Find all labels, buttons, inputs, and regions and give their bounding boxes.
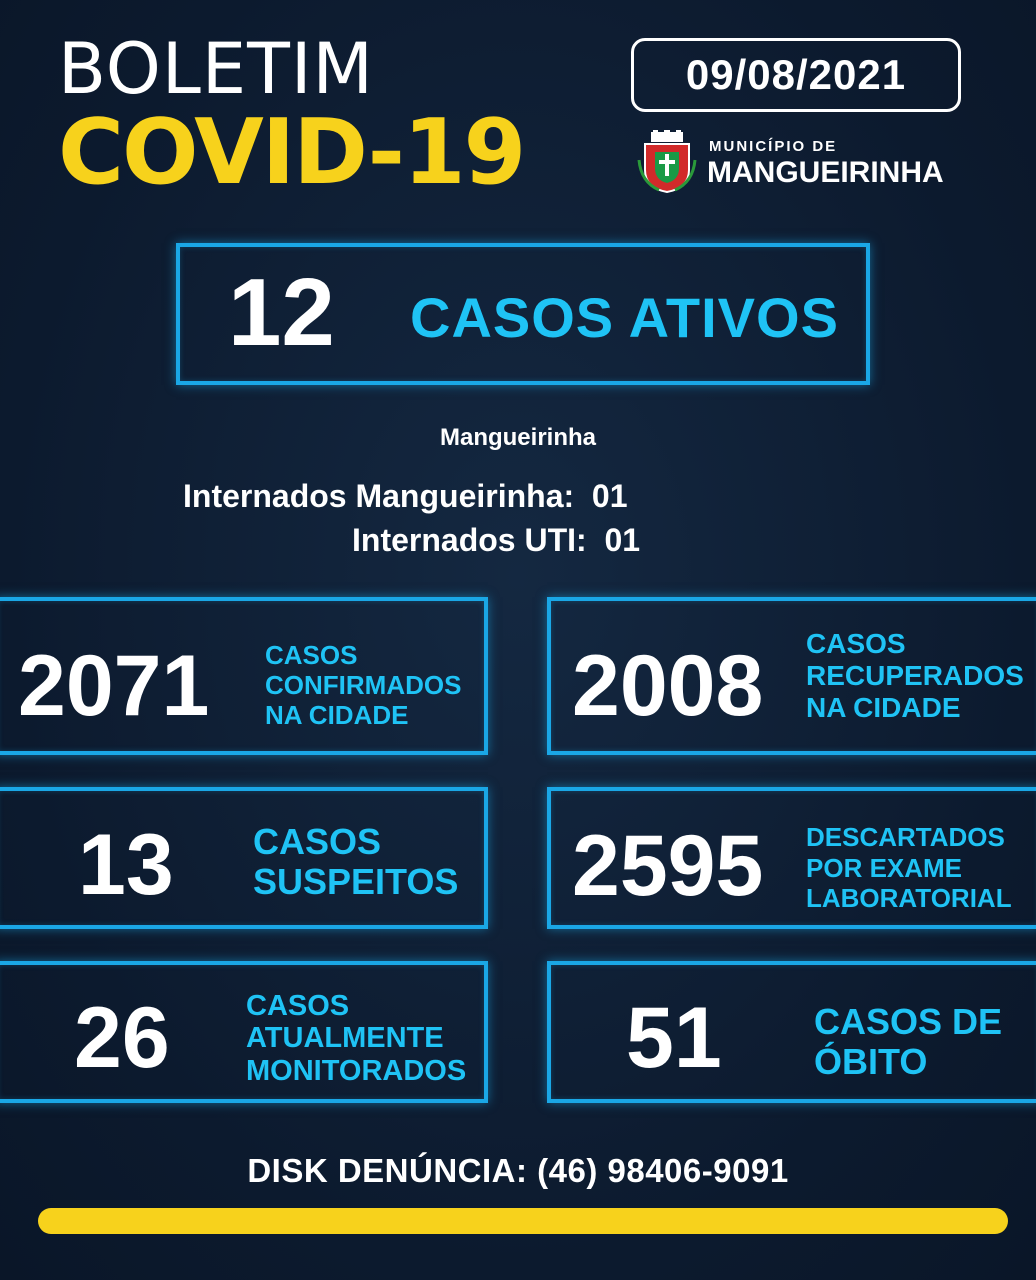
descartados-value: 2595 — [572, 818, 764, 914]
confirmados-label: CASOS CONFIRMADOS NA CIDADE — [265, 640, 462, 730]
disk-denuncia: DISK DENÚNCIA: (46) 98406-9091 — [247, 1152, 789, 1189]
monitorados-value: 26 — [74, 990, 170, 1086]
active-cases-value: 12 — [228, 259, 335, 366]
internados-line: Internados Mangueirinha: 01 — [183, 478, 628, 514]
confirmados-value: 2071 — [18, 638, 210, 734]
municipality-prefix: MUNICÍPIO DE — [709, 138, 838, 155]
title-boletim: BOLETIM — [58, 28, 374, 110]
obitos-label: CASOS DE ÓBITO — [814, 1001, 1003, 1082]
municipality-name: MANGUEIRINHA — [707, 156, 944, 189]
municipal-coat-of-arms-icon — [637, 130, 697, 194]
suspeitos-value: 13 — [78, 817, 174, 913]
recuperados-label: CASOS RECUPERADOS NA CIDADE — [806, 628, 1024, 724]
active-cases-label: CASOS ATIVOS — [410, 286, 839, 349]
decorative-yellow-bar — [38, 1208, 1008, 1234]
descartados-label: DESCARTADOS POR EXAME LABORATORIAL — [806, 822, 1012, 914]
recuperados-value: 2008 — [572, 638, 764, 734]
municipality-logo — [637, 130, 967, 194]
date-badge — [631, 38, 961, 112]
obitos-value: 51 — [626, 990, 722, 1086]
city-name: Mangueirinha — [439, 424, 596, 451]
title-covid-19: COVID-19 — [58, 100, 525, 205]
date-text: 09/08/2021 — [685, 51, 907, 98]
monitorados-label: CASOS ATUALMENTE MONITORADOS — [246, 990, 467, 1087]
uti-line: Internados UTI: 01 — [352, 522, 641, 558]
suspeitos-label: CASOS SUSPEITOS — [253, 821, 459, 902]
